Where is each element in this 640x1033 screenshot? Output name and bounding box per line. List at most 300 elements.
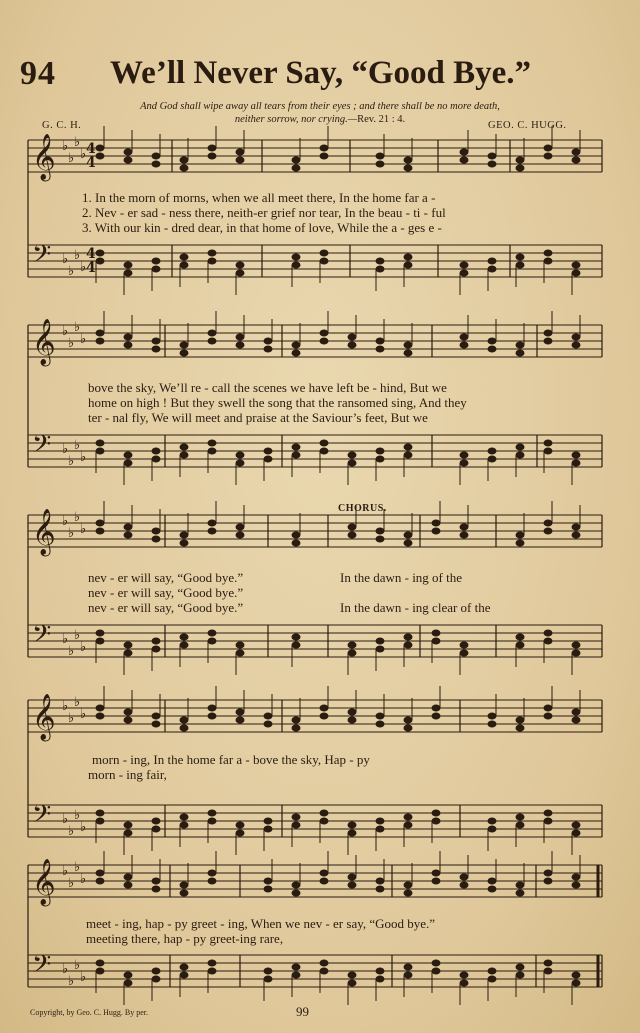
note-head [460, 334, 468, 340]
note-head [208, 878, 216, 884]
note-head [376, 258, 384, 264]
note-head [124, 262, 132, 268]
lyric-s3-verse1: nev - er will say, “Good bye.” [88, 570, 244, 585]
note-head [516, 882, 524, 888]
note-head [208, 870, 216, 876]
note-head [96, 713, 104, 719]
flat-icon: ♭ [62, 324, 69, 339]
note-head [460, 157, 468, 163]
note-head [516, 165, 524, 171]
note-head [516, 254, 524, 260]
note-head [544, 448, 552, 454]
note-head [460, 980, 468, 986]
note-head [460, 149, 468, 155]
note-head [96, 250, 104, 256]
note-head [208, 153, 216, 159]
flat-icon: ♭ [68, 336, 75, 351]
lyric-s3-chorus1: In the dawn - ing of the [340, 570, 463, 585]
note-head [460, 650, 468, 656]
note-head [516, 342, 524, 348]
flat-icon: ♭ [62, 864, 69, 879]
flat-icon: ♭ [68, 876, 75, 891]
note-head [96, 440, 104, 446]
note-head [96, 960, 104, 966]
note-head [460, 882, 468, 888]
epigraph-line-2-text: neither sorrow, nor crying.— [234, 114, 358, 125]
flat-icon: ♭ [62, 962, 69, 977]
note-head [152, 818, 160, 824]
note-head [236, 270, 244, 276]
flat-icon: ♭ [74, 628, 81, 643]
note-head [516, 717, 524, 723]
treble-clef-icon: 𝄞 [32, 134, 56, 180]
note-head [376, 346, 384, 352]
note-head [348, 874, 356, 880]
treble-clef-icon: 𝄞 [32, 319, 56, 365]
note-head [264, 818, 272, 824]
note-head [292, 350, 300, 356]
flat-icon: ♭ [74, 438, 81, 453]
note-head [460, 460, 468, 466]
note-head [208, 448, 216, 454]
note-head [432, 713, 440, 719]
note-head [96, 145, 104, 151]
note-head [488, 153, 496, 159]
note-head [404, 262, 412, 268]
note-head [432, 960, 440, 966]
note-head [516, 642, 524, 648]
note-head [516, 540, 524, 546]
lyric-s3-chorus2: In the dawn - ing clear of the [340, 600, 491, 615]
note-head [348, 709, 356, 715]
note-head [376, 456, 384, 462]
note-head [572, 830, 580, 836]
note-head [236, 650, 244, 656]
note-head [208, 638, 216, 644]
flat-icon: ♭ [68, 264, 75, 279]
note-head [292, 342, 300, 348]
note-head [124, 532, 132, 538]
note-head [208, 520, 216, 526]
note-head [208, 250, 216, 256]
note-head [544, 818, 552, 824]
flat-icon: ♭ [68, 974, 75, 989]
flat-icon: ♭ [74, 248, 81, 263]
note-head [124, 709, 132, 715]
note-head [236, 460, 244, 466]
epigraph-line-1: And God shall wipe away all tears from their eyes ; and there shall be no more death, [140, 101, 500, 112]
flat-icon: ♭ [68, 824, 75, 839]
note-head [572, 972, 580, 978]
note-head [96, 968, 104, 974]
note-head [348, 334, 356, 340]
note-head [292, 814, 300, 820]
note-head [488, 713, 496, 719]
chorus-label: CHORUS. [338, 503, 387, 514]
note-head [96, 330, 104, 336]
lyricist-credit: G. C. H. [42, 120, 82, 131]
note-head [376, 721, 384, 727]
note-head [544, 338, 552, 344]
note-head [180, 342, 188, 348]
note-head [544, 870, 552, 876]
bass-clef-icon: 𝄢 [32, 620, 52, 655]
note-head [488, 258, 496, 264]
note-head [152, 266, 160, 272]
note-head [572, 822, 580, 828]
note-head [320, 705, 328, 711]
note-head [124, 149, 132, 155]
note-head [180, 822, 188, 828]
note-head [236, 334, 244, 340]
note-head [320, 258, 328, 264]
note-head [516, 822, 524, 828]
note-head [404, 882, 412, 888]
note-head [516, 890, 524, 896]
flat-icon: ♭ [74, 135, 81, 150]
flat-icon: ♭ [74, 510, 81, 525]
note-head [544, 810, 552, 816]
note-head [152, 448, 160, 454]
bass-clef-icon: 𝄢 [32, 800, 52, 835]
note-head [124, 452, 132, 458]
note-head [152, 713, 160, 719]
note-head [292, 642, 300, 648]
note-head [152, 536, 160, 542]
note-head [404, 964, 412, 970]
note-head [376, 818, 384, 824]
note-head [152, 976, 160, 982]
note-head [124, 822, 132, 828]
time-sig-bottom-bass: 4 [86, 260, 96, 276]
composer-credit: GEO. C. HUGG. [488, 120, 567, 131]
note-head [432, 968, 440, 974]
lyric-s2-verse1: bove the sky, We’ll re - call the scenes we have left be - hind, But we [88, 380, 447, 395]
bass-clef-icon: 𝄢 [32, 950, 52, 985]
note-head [404, 642, 412, 648]
note-head [292, 532, 300, 538]
time-signature-bass [86, 246, 96, 276]
note-head [180, 444, 188, 450]
note-head [572, 532, 580, 538]
note-head [544, 520, 552, 526]
note-head [292, 717, 300, 723]
note-head [488, 886, 496, 892]
note-head [180, 725, 188, 731]
note-head [432, 705, 440, 711]
note-head [152, 886, 160, 892]
flat-icon: ♭ [80, 970, 87, 985]
note-head [572, 717, 580, 723]
note-head [320, 153, 328, 159]
flat-icon: ♭ [80, 147, 87, 162]
note-head [516, 157, 524, 163]
note-head [180, 532, 188, 538]
note-head [376, 153, 384, 159]
note-head [208, 258, 216, 264]
note-head [516, 452, 524, 458]
note-head [488, 456, 496, 462]
flat-icon: ♭ [62, 139, 69, 154]
key-signatures [62, 135, 86, 989]
note-head [124, 524, 132, 530]
clefs [32, 134, 56, 985]
note-head [460, 972, 468, 978]
note-head [404, 157, 412, 163]
flat-icon: ♭ [68, 644, 75, 659]
note-head [320, 960, 328, 966]
flat-icon: ♭ [80, 820, 87, 835]
note-head [320, 870, 328, 876]
note-head [572, 709, 580, 715]
note-head [96, 520, 104, 526]
note-head [432, 630, 440, 636]
flat-icon: ♭ [62, 514, 69, 529]
note-head [292, 540, 300, 546]
time-sig-top-bass: 4 [86, 246, 96, 262]
note-head [376, 266, 384, 272]
note-head [264, 713, 272, 719]
note-head [376, 968, 384, 974]
note-head [236, 717, 244, 723]
note-head [572, 460, 580, 466]
treble-clef-icon: 𝄞 [32, 694, 56, 740]
lyric-s5-line2: meeting there, hap - py greet-ing rare, [86, 931, 284, 946]
lyric-s4-line1: morn - ing, In the home far a - bove the sky, Hap - py [92, 752, 370, 767]
note-head [404, 532, 412, 538]
note-head [96, 818, 104, 824]
note-head [488, 161, 496, 167]
note-head [348, 452, 356, 458]
note-head [404, 890, 412, 896]
note-head [572, 452, 580, 458]
time-sig-bottom: 4 [86, 155, 96, 171]
flat-icon: ♭ [62, 252, 69, 267]
note-head [404, 822, 412, 828]
lyric-s2-verse2: home on high ! But they swell the song that the ransomed sing, And they [88, 395, 467, 410]
note-head [292, 262, 300, 268]
note-head [152, 258, 160, 264]
note-head [404, 814, 412, 820]
note-head [376, 161, 384, 167]
lyric-s1-verse1: 1. In the morn of morns, when we all meet there, In the home far a - [82, 190, 436, 205]
note-head [264, 878, 272, 884]
note-head [572, 650, 580, 656]
note-head [544, 630, 552, 636]
note-head [376, 886, 384, 892]
note-head [124, 270, 132, 276]
note-head [460, 342, 468, 348]
note-head [432, 638, 440, 644]
note-head [572, 262, 580, 268]
note-head [404, 540, 412, 546]
hymn-title: We’ll Never Say, “Good Bye.” [110, 55, 532, 91]
note-head [572, 157, 580, 163]
note-head [348, 980, 356, 986]
note-head [292, 890, 300, 896]
note-head [152, 638, 160, 644]
note-head [124, 882, 132, 888]
note-head [180, 634, 188, 640]
note-head [180, 540, 188, 546]
note-head [572, 874, 580, 880]
note-head [516, 725, 524, 731]
flat-icon: ♭ [74, 695, 81, 710]
note-head [236, 262, 244, 268]
note-head [264, 826, 272, 832]
note-head [152, 338, 160, 344]
flat-icon: ♭ [62, 442, 69, 457]
copyright-notice: Copyright, by Geo. C. Hugg. By per. [30, 1008, 148, 1017]
note-head [264, 456, 272, 462]
note-head [264, 886, 272, 892]
note-head [208, 440, 216, 446]
note-head [124, 650, 132, 656]
flat-icon: ♭ [80, 332, 87, 347]
lyric-s2-verse3: ter - nal fly, We will meet and praise at the Saviour’s feet, But we [88, 410, 428, 425]
note-head [348, 650, 356, 656]
note-head [320, 818, 328, 824]
note-head [460, 262, 468, 268]
flat-icon: ♭ [74, 958, 81, 973]
note-head [488, 346, 496, 352]
note-head [320, 250, 328, 256]
note-head [208, 330, 216, 336]
note-head [152, 721, 160, 727]
note-head [96, 338, 104, 344]
note-head [208, 810, 216, 816]
note-head [376, 976, 384, 982]
note-head [320, 713, 328, 719]
note-head [264, 346, 272, 352]
note-head [572, 524, 580, 530]
note-head [152, 161, 160, 167]
note-head [348, 642, 356, 648]
note-head [96, 153, 104, 159]
note-head [320, 330, 328, 336]
note-head [460, 874, 468, 880]
bass-clef-icon: 𝄢 [32, 430, 52, 465]
note-head [432, 520, 440, 526]
note-head [572, 270, 580, 276]
flat-icon: ♭ [80, 522, 87, 537]
note-head [404, 444, 412, 450]
lyric-s3-verse3: nev - er will say, “Good bye.” [88, 600, 244, 615]
note-head [404, 634, 412, 640]
note-head [376, 878, 384, 884]
note-head [292, 964, 300, 970]
note-head [180, 972, 188, 978]
note-head [544, 705, 552, 711]
note-head [348, 882, 356, 888]
note-head [152, 968, 160, 974]
note-head [320, 878, 328, 884]
note-head [208, 818, 216, 824]
note-head [544, 960, 552, 966]
note-head [180, 890, 188, 896]
note-head [320, 810, 328, 816]
note-head [264, 448, 272, 454]
note-head [208, 630, 216, 636]
note-head [404, 254, 412, 260]
flat-icon: ♭ [68, 454, 75, 469]
note-head [96, 810, 104, 816]
note-head [236, 149, 244, 155]
lyric-s1-verse3: 3. With our kin - dred dear, in that home of love, While the a - ges e - [82, 220, 442, 235]
note-head [264, 968, 272, 974]
note-head [180, 642, 188, 648]
bass-clef-icon: 𝄢 [32, 240, 52, 275]
hymn-number: 94 [20, 55, 56, 92]
note-head [376, 536, 384, 542]
note-head [488, 338, 496, 344]
note-head [404, 717, 412, 723]
lyric-s3-verse2: nev - er will say, “Good bye.” [88, 585, 244, 600]
note-head [96, 448, 104, 454]
note-head [488, 721, 496, 727]
note-head [96, 870, 104, 876]
note-head [180, 964, 188, 970]
note-head [572, 980, 580, 986]
note-head [488, 818, 496, 824]
note-head [96, 705, 104, 711]
page-number: 99 [296, 1004, 309, 1019]
note-head [572, 334, 580, 340]
note-head [544, 638, 552, 644]
note-head [152, 646, 160, 652]
treble-clef-icon: 𝄞 [32, 509, 56, 555]
note-head [376, 448, 384, 454]
note-head [488, 878, 496, 884]
note-head [572, 342, 580, 348]
note-head [180, 882, 188, 888]
note-head [348, 524, 356, 530]
note-head [292, 972, 300, 978]
note-head [572, 149, 580, 155]
note-head [376, 713, 384, 719]
note-head [460, 524, 468, 530]
note-head [348, 972, 356, 978]
flat-icon: ♭ [80, 872, 87, 887]
note-head [404, 972, 412, 978]
note-head [516, 814, 524, 820]
flat-icon: ♭ [74, 320, 81, 335]
flat-icon: ♭ [74, 808, 81, 823]
note-head [348, 532, 356, 538]
flat-icon: ♭ [68, 711, 75, 726]
note-head [124, 972, 132, 978]
note-head [348, 460, 356, 466]
note-head [292, 822, 300, 828]
note-head [404, 342, 412, 348]
note-head [152, 878, 160, 884]
note-head [208, 968, 216, 974]
note-head [460, 532, 468, 538]
flat-icon: ♭ [68, 151, 75, 166]
note-head [516, 972, 524, 978]
note-head [404, 165, 412, 171]
note-head [124, 460, 132, 466]
note-head [320, 145, 328, 151]
note-head [180, 262, 188, 268]
flat-icon: ♭ [80, 707, 87, 722]
note-head [348, 830, 356, 836]
note-head [264, 976, 272, 982]
epigraph-reference: Rev. 21 : 4. [357, 114, 406, 125]
flat-icon: ♭ [62, 699, 69, 714]
note-head [572, 882, 580, 888]
note-head [544, 330, 552, 336]
